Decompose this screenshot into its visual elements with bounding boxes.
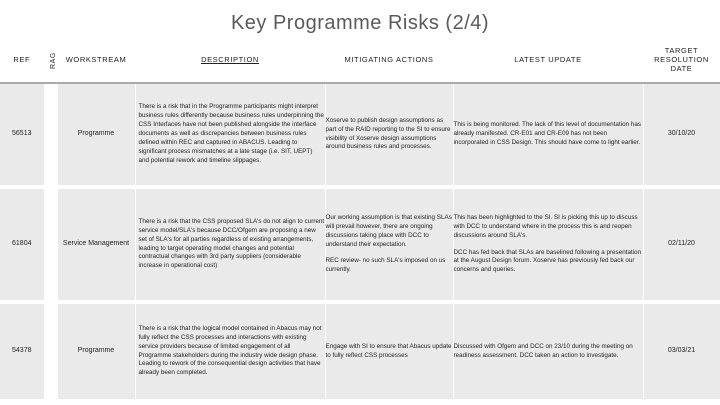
row-target-date: 30/10/20 (643, 83, 720, 187)
row-ref: 56513 (0, 83, 44, 187)
row-mitigating-actions (325, 187, 453, 302)
header-row (0, 36, 720, 83)
col-mitigating-actions: MITIGATING ACTIONS (325, 36, 453, 83)
col-ref: REF (0, 36, 44, 83)
row-rag (44, 187, 57, 302)
mitigating-text-1: Our working assumption is that existing SLAs will prevail however, there are ongoing discussions taking place with DCC to understand their expectation. (325, 213, 452, 248)
risks-table (0, 36, 720, 399)
row-description (135, 83, 325, 187)
table-row (0, 83, 720, 187)
col-rag (44, 36, 57, 83)
row-description-text: There is a risk that the CSS proposed SLA's do not align to current service model/SLA's because DCC/Ofgem are proposing a new set of SLA's for all parties regardless of existing arrangements, leading to target operating model changes and potential contractual changes with 3rd party suppliers (considerable increase in operational cost) (138, 217, 325, 270)
col-description-label: DESCRIPTION (201, 54, 259, 64)
row-ref: 54378 (0, 302, 44, 399)
page-title: Key Programme Risks (2/4) (230, 12, 490, 34)
col-description (135, 36, 325, 83)
col-target-date: TARGET RESOLUTION DATE (643, 36, 720, 83)
table-row (0, 187, 720, 302)
row-rag (44, 302, 57, 399)
row-workstream: Programme (57, 83, 135, 187)
row-description (135, 302, 325, 399)
row-description (135, 187, 325, 302)
row-description-text: There is a risk that in the Programme participants might interpret business rules differently because business rules underpinning the CSS Interfaces have not been published alongside the interface documents as well as discrepancies between business rules defined within REC and captured in ABACUS. Leading to significant process mismatches at a late stage (i.e. SIT, UEPT) and potential rework and timeline slippages. (138, 103, 324, 164)
mitigating-text-2: REC review- no such SLA's imposed on us currently. (325, 257, 446, 274)
row-target-date: 02/11/20 (643, 187, 720, 302)
col-rag-label: RAG (49, 51, 57, 69)
row-description-text: There is a risk that the logical model contained in Abacus may not fully reflect the CSS processes and interactions with existing service providers because of limited engagement of all Programme stakeholders during the industry wide design phase. Leading to rework of the consequential design activities that have already been completed. (138, 324, 322, 377)
row-latest-update (453, 187, 643, 302)
update-text-1: This has been highlighted to the SI. SI is picking this up to discuss with DCC to understand where in the process this is and reopen discussions around SLA's. (453, 213, 638, 239)
col-workstream: WORKSTREAM (57, 36, 135, 83)
row-ref: 61804 (0, 187, 44, 302)
row-latest-update: This is being monitored. The lack of this level of documentation has already manifested. CR-E01 and CR-E09 has not been incorporated in CSS Design. This should have come to light earlier. (453, 83, 643, 187)
table-row (0, 302, 720, 399)
row-target-date: 03/03/21 (643, 302, 720, 399)
row-mitigating-actions: Xoserve to publish design assumptions as part of the RAID reporting to the SI to ensure visibility of Xoserve design assumptions around business rules and processes. (325, 83, 453, 187)
row-rag (44, 83, 57, 187)
row-mitigating-actions: Engage with SI to ensure that Abacus update to fully reflect CSS processes (325, 302, 453, 399)
row-workstream: Service Management (57, 187, 135, 302)
row-latest-update: Discussed with Ofgem and DCC on 23/10 during the meeting on readiness assessment. DCC taken an action to investigate. (453, 302, 643, 399)
col-latest-update: LATEST UPDATE (453, 36, 643, 83)
update-text-2: DCC has fed back that SLAs are baselined following a presentation at the August Design forum. Xoserve has previously fed back our concerns and queries. (453, 248, 642, 274)
row-workstream: Programme (57, 302, 135, 399)
